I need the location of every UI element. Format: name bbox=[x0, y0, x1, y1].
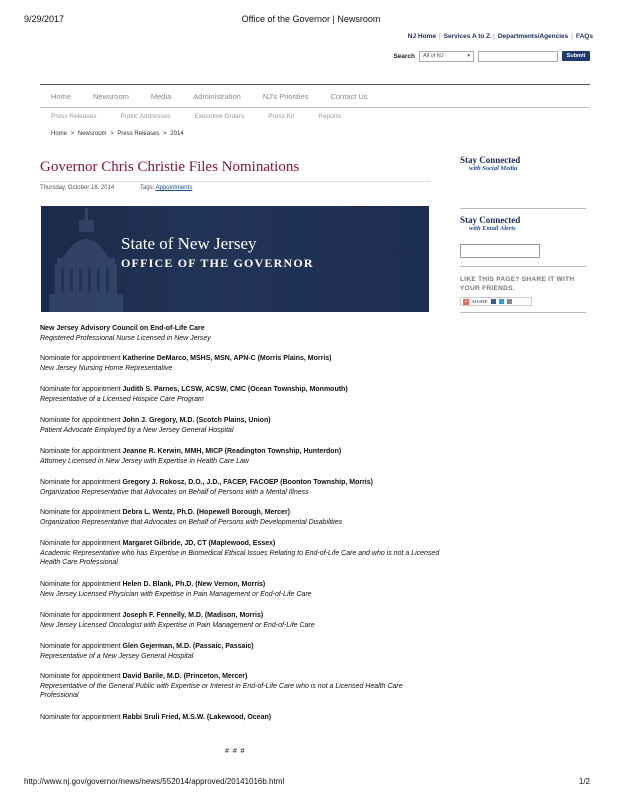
title-divider bbox=[40, 181, 431, 182]
nominee-role: New Jersey Licensed Physician with Expertise in Pain Management or End-of-Life Care bbox=[40, 590, 312, 598]
separator: | bbox=[438, 33, 441, 40]
page-title: Governor Chris Christie Files Nominations bbox=[40, 159, 300, 175]
main-nav bbox=[40, 84, 590, 108]
nominee-name: Margaret Gilbride, JD, CT (Maplewood, Essex) bbox=[122, 540, 276, 547]
share-prompt: LIKE THIS PAGE? SHARE IT WITH YOUR FRIENDS. bbox=[460, 276, 575, 292]
nav-nj-priorities[interactable]: NJ's Priorities bbox=[262, 91, 309, 101]
share-section bbox=[460, 275, 586, 306]
separator: > bbox=[108, 131, 116, 137]
subnav-executive-orders[interactable]: Executive Orders bbox=[194, 113, 245, 120]
nav-home[interactable]: Home bbox=[51, 91, 72, 101]
nomination-prefix: Nominate for appointment bbox=[40, 540, 121, 547]
nav-contact-us[interactable]: Contact Us bbox=[330, 91, 368, 101]
subnav-press-releases[interactable]: Press Releases bbox=[51, 113, 97, 120]
nav-administration[interactable]: Administration bbox=[193, 91, 241, 101]
nomination-prefix: Nominate for appointment bbox=[40, 509, 121, 516]
sub-nav bbox=[51, 113, 365, 120]
nomination-prefix: Nominate for appointment bbox=[40, 643, 121, 650]
search-bar bbox=[393, 50, 590, 62]
nomination-prefix: Nominate for appointment bbox=[40, 673, 121, 680]
subnav-press-kit[interactable]: Press Kit bbox=[268, 113, 295, 120]
nominee-name: Rabbi Sruli Fried, M.S.W. (Lakewood, Ocean) bbox=[122, 714, 272, 721]
nominee-name: David Barile, M.D. (Princeton, Mercer) bbox=[122, 673, 248, 680]
nominee-role: Representative of a Licensed Hospice Care Program bbox=[40, 395, 204, 403]
article-meta bbox=[40, 185, 192, 191]
separator: > bbox=[161, 131, 169, 137]
end-mark: # # # bbox=[225, 748, 246, 755]
nomination-entry bbox=[40, 642, 440, 661]
search-scope-select[interactable] bbox=[419, 51, 474, 62]
share-button[interactable] bbox=[460, 297, 532, 306]
breadcrumb-press-releases[interactable]: Press Releases bbox=[117, 131, 160, 137]
email-icon bbox=[507, 299, 512, 304]
governor-banner bbox=[41, 206, 429, 312]
nomination-prefix: Nominate for appointment bbox=[40, 386, 121, 393]
link-services-a-to-z[interactable]: Services A to Z bbox=[443, 33, 491, 40]
facebook-icon bbox=[491, 299, 496, 304]
nominee-name: John J. Gregory, M.D. (Scotch Plains, Union) bbox=[122, 417, 271, 424]
separator: | bbox=[493, 33, 495, 40]
search-label: Search bbox=[393, 52, 415, 60]
nomination-prefix: Nominate for appointment bbox=[40, 581, 121, 588]
nominee-role: Representative of a New Jersey General Hospital bbox=[40, 652, 194, 660]
nomination-prefix: Nominate for appointment bbox=[40, 479, 121, 486]
nominee-name: Katherine DeMarco, MSHS, MSN, APN-C (Morris Plains, Morris) bbox=[122, 355, 332, 362]
nav-newsroom[interactable]: Newsroom bbox=[93, 91, 129, 101]
chevron-down-icon: ▾ bbox=[467, 53, 470, 59]
nominee-name: Glen Gejerman, M.D. (Passaic, Passaic) bbox=[122, 643, 254, 650]
sidebar-social bbox=[460, 155, 586, 172]
email-heading: Stay Connected bbox=[460, 215, 521, 225]
nominee-role: New Jersey Licensed Oncologist with Expertise in Pain Management or End-of-Life Care bbox=[40, 621, 315, 629]
nominee-role: Representative of the General Public with Expertise or Interest in End-of-Life Care who is not a Licensed Health Care Professional bbox=[40, 682, 403, 699]
nomination-entry bbox=[40, 354, 440, 373]
nominee-name: Gregory J. Rokosz, D.O., J.D., FACEP, FACOEP (Boonton Township, Morris) bbox=[122, 479, 373, 486]
twitter-icon bbox=[499, 299, 504, 304]
breadcrumb-year[interactable]: 2014 bbox=[170, 131, 184, 137]
social-heading: Stay Connected bbox=[460, 155, 521, 165]
council-name: New Jersey Advisory Council on End-of-Life Care bbox=[40, 325, 205, 332]
nomination-entry bbox=[40, 478, 440, 497]
nomination-entry bbox=[40, 539, 440, 568]
nomination-entry bbox=[40, 447, 440, 466]
email-input-wrap bbox=[460, 244, 586, 258]
email-alert-input[interactable] bbox=[460, 244, 540, 258]
nomination-entry bbox=[40, 416, 440, 435]
search-scope-value: All of NJ bbox=[423, 53, 444, 59]
nominee-role: Academic Representative who has Expertise in Biomedical Ethical Issues Relating to End-of-Life Care and who is not a Licensed Health Care Professional bbox=[40, 549, 440, 566]
nomination-entry bbox=[40, 672, 440, 701]
banner-office-text: OFFICE OF THE GOVERNOR bbox=[121, 256, 314, 270]
nomination-entry bbox=[40, 385, 440, 404]
banner-state-text: State of New Jersey bbox=[121, 234, 257, 253]
nomination-prefix: Nominate for appointment bbox=[40, 612, 121, 619]
nomination-prefix: Nominate for appointment bbox=[40, 448, 121, 455]
article-date: Thursday, October 16, 2014 bbox=[40, 185, 115, 191]
capitol-dome-icon bbox=[41, 206, 131, 312]
nomination-prefix: Nominate for appointment bbox=[40, 355, 121, 362]
share-label: SHARE bbox=[472, 299, 488, 304]
nomination-entry bbox=[40, 580, 440, 599]
print-date: 9/29/2017 bbox=[24, 14, 65, 24]
nav-media[interactable]: Media bbox=[150, 91, 172, 101]
sidebar-email bbox=[460, 215, 586, 232]
email-subheading[interactable]: with Email Alerts bbox=[469, 225, 516, 232]
nomination-entry bbox=[40, 713, 440, 723]
search-input[interactable] bbox=[478, 51, 558, 62]
nominee-role: Organization Representative that Advocates on Behalf of Persons with Developmental Disabilities bbox=[40, 518, 343, 526]
nomination-prefix: Nominate for appointment bbox=[40, 714, 121, 721]
nominee-name: Helen D. Blank, Ph.D. (New Vernon, Morris) bbox=[122, 581, 266, 588]
tag-link-appointments[interactable]: Appointments bbox=[155, 185, 193, 191]
top-links bbox=[407, 33, 593, 40]
search-submit-button[interactable]: Submit bbox=[562, 51, 590, 61]
share-plus-icon: + bbox=[464, 298, 468, 305]
nominee-name: Jeanne R. Kerwin, MMH, MICP (Readington Township, Hunterdon) bbox=[122, 448, 342, 455]
nomination-entry bbox=[40, 611, 440, 630]
print-page-number: 1/2 bbox=[578, 777, 590, 786]
sidebar-divider bbox=[460, 312, 586, 313]
council-subtitle: Registered Professional Nurse Licensed in New Jersey bbox=[40, 334, 211, 342]
sidebar-divider bbox=[460, 266, 586, 267]
print-header bbox=[24, 14, 598, 26]
link-faqs[interactable]: FAQs bbox=[576, 33, 593, 40]
nomination-prefix: Nominate for appointment bbox=[40, 417, 121, 424]
nominee-name: Judith S. Parnes, LCSW, ACSW, CMC (Ocean Township, Monmouth) bbox=[122, 386, 348, 393]
breadcrumb bbox=[51, 131, 184, 137]
link-departments-agencies[interactable]: Departments/Agencies bbox=[497, 33, 569, 40]
link-nj-home[interactable]: NJ Home bbox=[407, 33, 436, 40]
nominee-role: Attorney Licensed in New Jersey with Expertise in Health Care Law bbox=[40, 457, 249, 465]
tags-label: Tags: bbox=[139, 185, 155, 191]
subnav-public-addresses[interactable]: Public Addresses bbox=[120, 113, 171, 120]
nominee-name: Joseph F. Fennelly, M.D. (Madison, Morris) bbox=[122, 612, 264, 619]
nominee-role: Organization Representative that Advocates on Behalf of Persons with a Mental Illness bbox=[40, 488, 309, 496]
social-subheading[interactable]: with Social Media bbox=[469, 165, 518, 172]
council-block bbox=[40, 324, 440, 343]
separator: > bbox=[69, 131, 76, 137]
separator: | bbox=[571, 33, 573, 40]
breadcrumb-newsroom[interactable]: Newsroom bbox=[77, 131, 107, 137]
subnav-reports[interactable]: Reports bbox=[318, 113, 342, 120]
nominee-role: Patient Advocate Employed by a New Jersey General Hospital bbox=[40, 426, 234, 434]
nominee-name: Debra L. Wentz, Ph.D. (Hopewell Borough, Mercer) bbox=[122, 509, 290, 516]
print-url: http://www.nj.gov/governor/news/news/552014/approved/20141016b.html bbox=[24, 777, 285, 786]
sidebar-divider bbox=[460, 208, 586, 209]
print-title: Office of the Governor | Newsroom bbox=[241, 14, 381, 24]
nominee-role: New Jersey Nursing Home Representative bbox=[40, 364, 173, 372]
breadcrumb-home[interactable]: Home bbox=[51, 131, 68, 137]
nomination-entry bbox=[40, 508, 440, 527]
